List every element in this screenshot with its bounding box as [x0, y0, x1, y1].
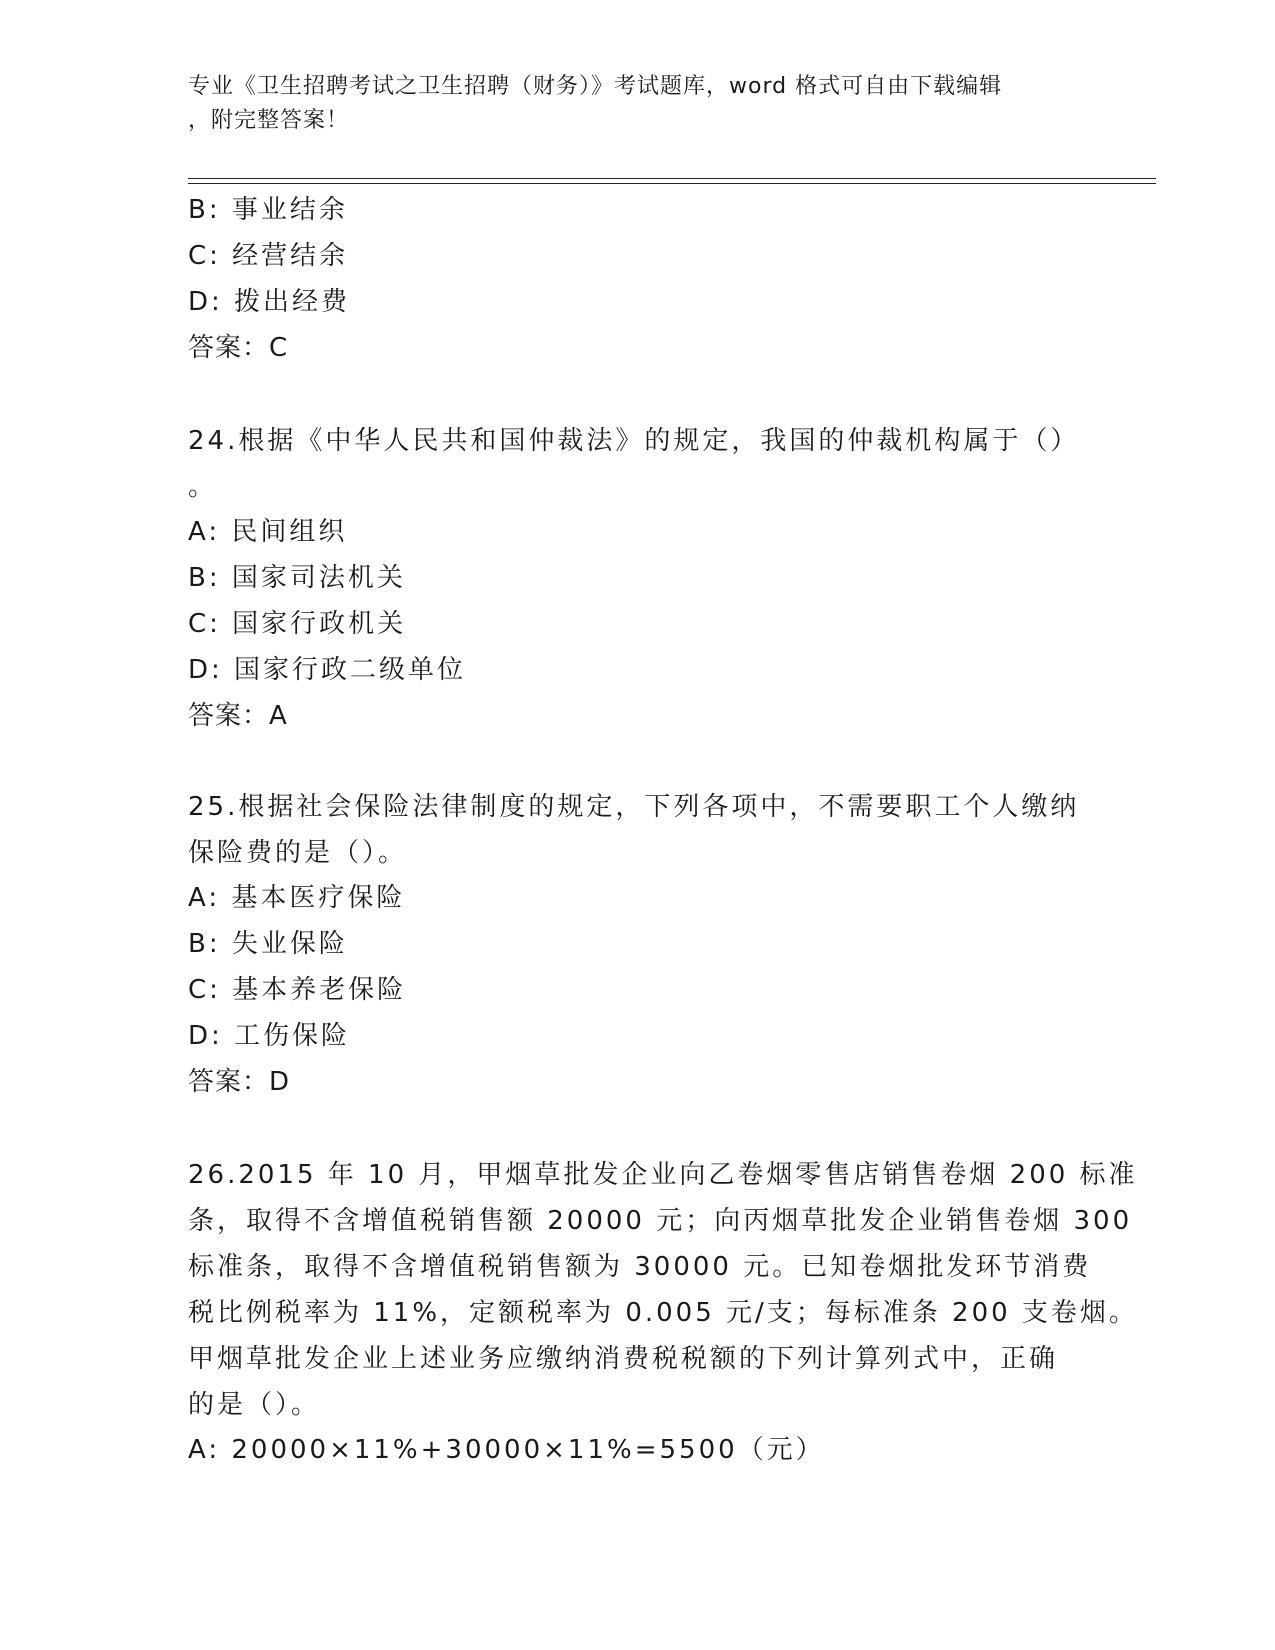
q26-stem — [188, 1152, 1138, 1428]
q26-stem-line-4: 税比例税率为 11%，定额税率为 0.005 元/支；每标准条 200 支卷烟。 — [188, 1298, 1138, 1328]
q25-answer: 答案：D — [188, 1067, 291, 1097]
q25-stem — [188, 784, 1088, 876]
q26-stem-line-3: 标准条，取得不含增值税销售额为 30000 元。已知卷烟批发环节消费 — [188, 1252, 1092, 1282]
q25-option-a: A: 基本医疗保险 — [188, 883, 406, 913]
q24-stem-line-1: 24.根据《中华人民共和国仲裁法》的规定，我国的仲裁机构属于（） — [188, 426, 1080, 456]
header-line-1: 专业《卫生招聘考试之卫生招聘（财务）》考试题库，word 格式可自由下载编辑 — [188, 74, 1003, 99]
q23-option-d: D: 拨出经费 — [188, 287, 351, 317]
q25-option-b: B: 失业保险 — [188, 929, 348, 959]
q26-stem-line-5: 甲烟草批发企业上述业务应缴纳消费税税额的下列计算列式中，正确 — [188, 1344, 1059, 1374]
q26-stem-line-1: 26.2015 年 10 月，甲烟草批发企业向乙卷烟零售店销售卷烟 200 标准 — [188, 1160, 1138, 1190]
q26-stem-line-6: 的是（）。 — [188, 1390, 321, 1420]
q24-option-a: A: 民间组织 — [188, 517, 348, 547]
q26-option-a: A: 20000×11%+30000×11%=5500（元） — [188, 1435, 825, 1465]
q24-option-d: D: 国家行政二级单位 — [188, 655, 467, 685]
q24-stem-line-2: 。 — [188, 472, 218, 502]
q25-stem-line-1: 25.根据社会保险法律制度的规定，下列各项中，不需要职工个人缴纳 — [188, 792, 1080, 822]
q23-answer: 答案：C — [188, 333, 289, 363]
q24-stem — [188, 418, 1088, 510]
q24-option-b: B: 国家司法机关 — [188, 563, 406, 593]
q25-option-c: C: 基本养老保险 — [188, 975, 407, 1005]
header-divider-top — [188, 178, 1156, 179]
header-line-2: ，附完整答案！ — [188, 108, 350, 133]
q23-option-c: C: 经营结余 — [188, 241, 349, 271]
q23-option-b: B: 事业结余 — [188, 195, 348, 225]
q26-stem-line-2: 条，取得不含增值税销售额 20000 元；向丙烟草批发企业销售卷烟 300 — [188, 1206, 1133, 1236]
header-divider-bottom — [188, 183, 1156, 184]
q24-option-c: C: 国家行政机关 — [188, 609, 407, 639]
document-header — [188, 70, 1068, 138]
q24-answer: 答案：A — [188, 701, 288, 731]
q25-stem-line-2: 保险费的是（）。 — [188, 838, 408, 868]
q25-option-d: D: 工伤保险 — [188, 1021, 351, 1051]
